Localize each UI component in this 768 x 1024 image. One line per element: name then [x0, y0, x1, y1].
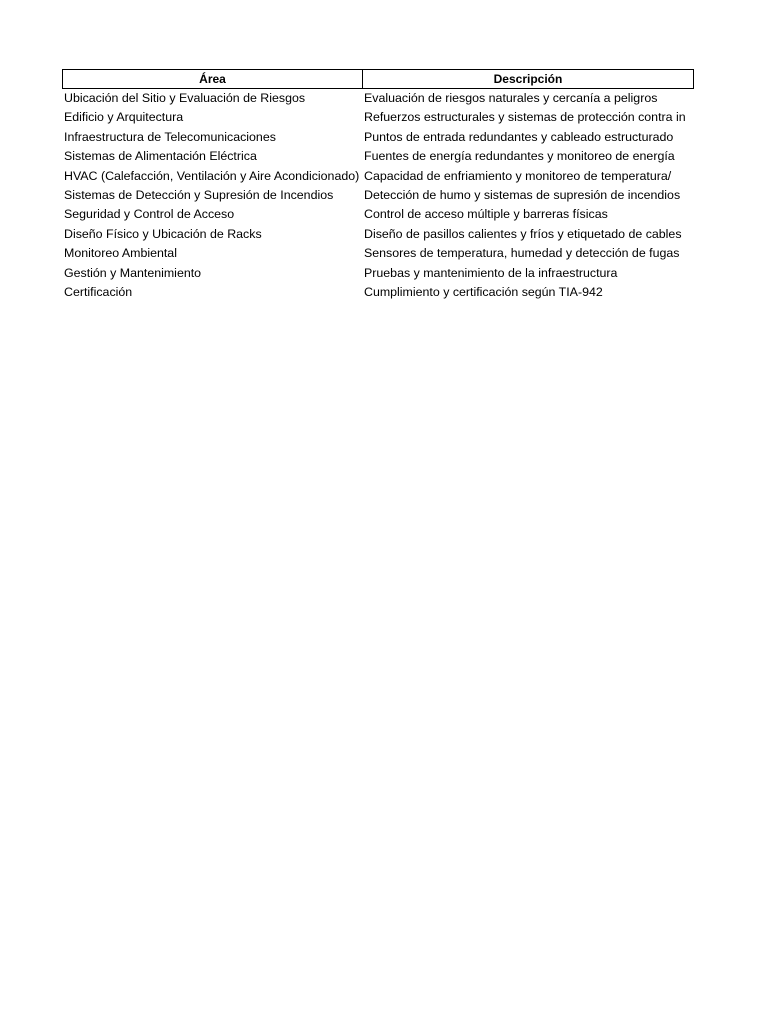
data-table — [62, 69, 694, 302]
cell-description: Diseño de pasillos calientes y fríos y etiquetado de cables — [364, 226, 682, 241]
cell-area: Monitoreo Ambiental — [64, 246, 177, 261]
cell-area: Sistemas de Alimentación Eléctrica — [64, 149, 257, 164]
table-header-row — [62, 69, 694, 89]
cell-area: HVAC (Calefacción, Ventilación y Aire Acondicionado) — [64, 168, 360, 183]
table-row — [62, 108, 694, 127]
column-header-description: Descripción — [493, 72, 563, 86]
cell-area: Edificio y Arquitectura — [64, 110, 184, 125]
cell-description: Capacidad de enfriamiento y monitoreo de temperatura/ — [364, 168, 672, 183]
cell-description: Pruebas y mantenimiento de la infraestructura — [364, 265, 618, 280]
table-row — [62, 264, 694, 283]
column-header-area: Área — [63, 70, 363, 88]
cell-area: Sistemas de Detección y Supresión de Incendios — [64, 187, 334, 202]
table-row — [62, 205, 694, 224]
cell-area: Certificación — [64, 284, 133, 299]
cell-description: Cumplimiento y certificación según TIA-942 — [364, 284, 603, 299]
cell-description: Fuentes de energía redundantes y monitoreo de energía — [364, 149, 675, 164]
table-row — [62, 283, 694, 302]
cell-area: Gestión y Mantenimiento — [64, 265, 202, 280]
table-row — [62, 89, 694, 108]
cell-description: Puntos de entrada redundantes y cableado estructurado — [364, 129, 674, 144]
cell-description: Control de acceso múltiple y barreras físicas — [364, 207, 608, 222]
table-row — [62, 186, 694, 205]
cell-area: Diseño Físico y Ubicación de Racks — [64, 226, 262, 241]
table-row — [62, 225, 694, 244]
cell-description: Sensores de temperatura, humedad y detección de fugas — [364, 246, 680, 261]
table-row — [62, 244, 694, 263]
cell-area: Ubicación del Sitio y Evaluación de Riesgos — [64, 91, 306, 105]
table-row — [62, 147, 694, 166]
table-row — [62, 128, 694, 147]
cell-area: Infraestructura de Telecomunicaciones — [64, 129, 276, 144]
cell-description: Evaluación de riesgos naturales y cercanía a peligros — [364, 91, 658, 105]
table-row — [62, 167, 694, 186]
cell-description: Detección de humo y sistemas de supresión de incendios — [364, 187, 681, 202]
cell-description: Refuerzos estructurales y sistemas de protección contra in — [364, 110, 686, 125]
cell-area: Seguridad y Control de Acceso — [64, 207, 235, 222]
